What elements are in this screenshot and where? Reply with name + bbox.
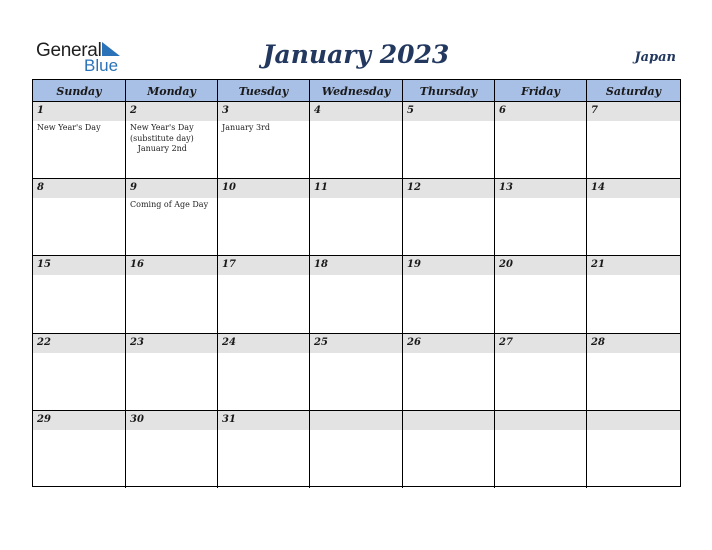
day-cell-10: [218, 179, 310, 255]
day-number: 19: [407, 259, 421, 271]
day-number-band: [403, 102, 494, 121]
weekday-header-sunday: Sunday: [33, 80, 126, 101]
day-number-band: [33, 179, 125, 198]
day-number: 22: [37, 336, 51, 348]
day-number-band: [126, 179, 217, 198]
holiday-list: [130, 200, 215, 211]
day-cell-3: [218, 102, 310, 178]
day-number-band: [218, 102, 309, 121]
day-cell-empty: [587, 411, 680, 488]
day-number-band: [495, 102, 586, 121]
holiday-list: [130, 123, 215, 155]
day-cell-1: [33, 102, 126, 178]
day-number: 21: [591, 259, 605, 271]
holiday-list: [37, 123, 123, 134]
day-number: 29: [37, 413, 51, 425]
weekday-header-wednesday: Wednesday: [310, 80, 403, 101]
weekday-header-row: [33, 80, 680, 102]
day-cell-16: [126, 256, 218, 332]
day-cell-empty: [310, 411, 403, 488]
day-number: 6: [499, 105, 506, 116]
week-row: [33, 256, 680, 333]
weekday-header-friday: Friday: [495, 80, 587, 101]
day-number-band: [587, 411, 680, 430]
day-number: 18: [314, 259, 328, 271]
holiday-label: January 2nd: [130, 144, 187, 153]
day-number-band: [310, 102, 402, 121]
day-cell-25: [310, 334, 403, 410]
day-number-band: [495, 411, 586, 430]
weekday-header-tuesday: Tuesday: [218, 80, 310, 101]
day-cell-2: [126, 102, 218, 178]
day-cell-11: [310, 179, 403, 255]
day-cell-13: [495, 179, 587, 255]
day-number: 2: [130, 105, 137, 116]
day-number: 5: [407, 105, 414, 116]
day-number: 10: [222, 182, 236, 194]
day-cell-6: [495, 102, 587, 178]
day-number: 3: [222, 105, 229, 116]
holiday-label: New Year's Day: [37, 123, 101, 132]
day-cell-29: [33, 411, 126, 488]
day-number: 17: [222, 259, 236, 271]
day-number: 11: [314, 182, 328, 194]
logo-text-blue: Blue: [84, 56, 119, 75]
day-number: 14: [591, 182, 605, 194]
day-number: 8: [37, 182, 44, 194]
weekday-header-saturday: Saturday: [605, 85, 662, 98]
calendar-title: January 2023: [262, 40, 450, 69]
logo-text-general: General: [36, 40, 102, 61]
day-cell-9: [126, 179, 218, 255]
day-cell-23: [126, 334, 218, 410]
day-cell-7: [587, 102, 680, 178]
week-row: [33, 334, 680, 411]
day-cell-8: [33, 179, 126, 255]
day-cell-empty: [403, 411, 495, 488]
week-row: [33, 411, 680, 488]
country-label: Japan: [634, 50, 676, 65]
day-number: 1: [37, 105, 44, 116]
day-number: 25: [314, 336, 328, 348]
day-number: 20: [499, 259, 513, 271]
day-number: 12: [407, 182, 421, 194]
holiday-label: (substitute day): [130, 133, 194, 143]
day-number: 7: [591, 105, 598, 116]
holiday-label: Coming of Age Day: [130, 200, 209, 210]
day-cell-30: [126, 411, 218, 488]
day-cell-empty: [495, 411, 587, 488]
day-cell-4: [310, 102, 403, 178]
day-cell-19: [403, 256, 495, 332]
day-cell-26: [403, 334, 495, 410]
day-number: 13: [499, 182, 513, 194]
day-cell-24: [218, 334, 310, 410]
day-number: 26: [407, 336, 421, 348]
day-number-band: [587, 102, 680, 121]
day-number: 9: [130, 182, 137, 194]
week-row: [33, 179, 680, 256]
day-cell-28: [587, 334, 680, 410]
day-number: 23: [130, 336, 144, 348]
day-number: 31: [222, 413, 236, 425]
day-number: 27: [499, 336, 513, 348]
day-number: 30: [130, 413, 144, 425]
day-number: 28: [591, 336, 605, 348]
weekday-header-thursday: Thursday: [403, 80, 495, 101]
month-grid: [32, 79, 681, 487]
weekday-header-monday: Monday: [126, 80, 218, 101]
day-cell-14: [587, 179, 680, 255]
day-cell-15: [33, 256, 126, 332]
day-cell-20: [495, 256, 587, 332]
day-cell-12: [403, 179, 495, 255]
day-number: 24: [222, 336, 236, 348]
day-number-band: [403, 411, 494, 430]
day-cell-31: [218, 411, 310, 488]
holiday-label: New Year's Day: [130, 123, 194, 132]
day-number: 15: [37, 259, 51, 271]
day-number-band: [310, 411, 402, 430]
day-number: 4: [314, 105, 321, 116]
day-cell-27: [495, 334, 587, 410]
day-number-band: [33, 102, 125, 121]
day-cell-22: [33, 334, 126, 410]
day-number-band: [126, 102, 217, 121]
day-number: 16: [130, 259, 144, 271]
day-cell-18: [310, 256, 403, 332]
holiday-list: [222, 123, 307, 134]
week-row: [33, 102, 680, 179]
day-cell-21: [587, 256, 680, 332]
holiday-label: January 3rd: [222, 123, 270, 132]
day-cell-5: [403, 102, 495, 178]
day-cell-17: [218, 256, 310, 332]
